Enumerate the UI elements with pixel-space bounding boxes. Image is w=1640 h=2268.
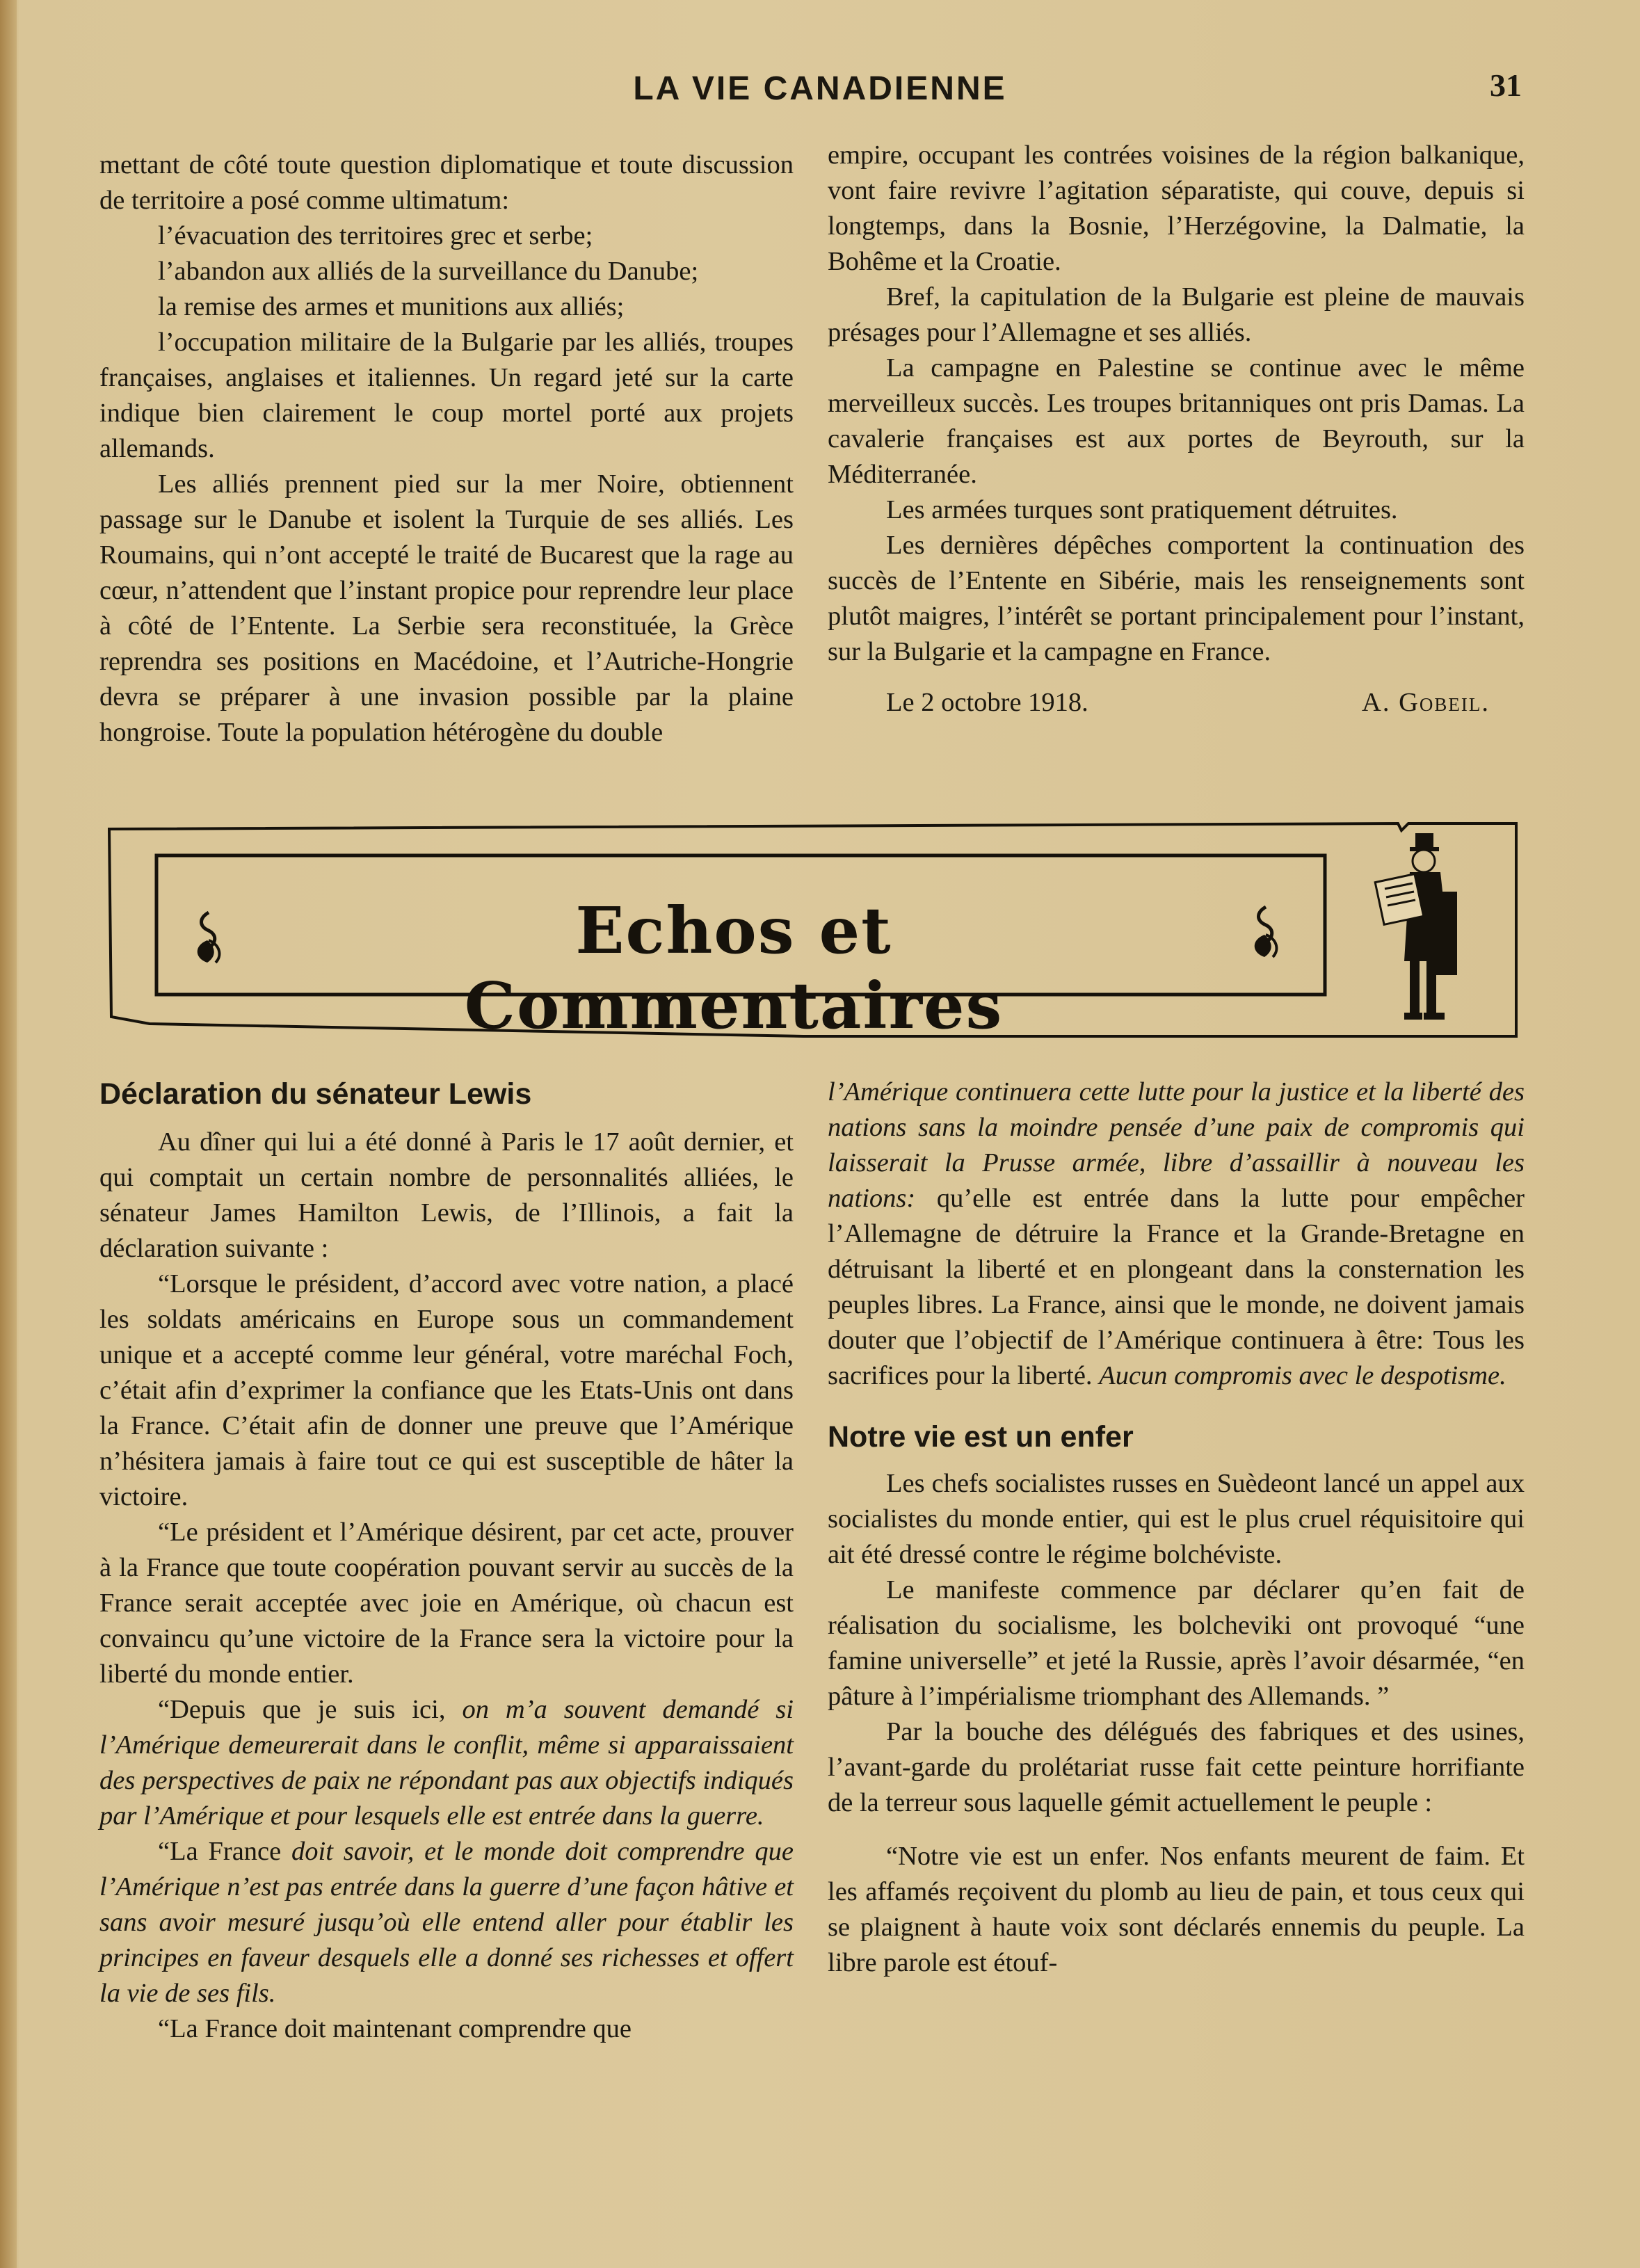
page-number: 31 [1490,67,1522,103]
paragraph [828,1075,1525,1394]
paragraph: Bref, la capitulation de la Bulgarie est pleine de mauvais présages pour l’Allemagne et ses alliés. [828,282,1525,347]
paragraph: mettant de côté toute question diplomatique et toute discussion de territoire a posé comme ultimatum: [99,150,794,215]
italic-text-run: l’Amérique continuera cette lutte pour la justice et la liberté des nations sans la moindre pensée d’une paix de compromis qui laisserait la Prusse armée, libre d’assaillir à nouveau les nations: [828,1077,1525,1213]
paragraph: Les dernières dépêches comportent la continuation des succès de l’Entente en Sibérie, mais les renseignements sont plutôt maigres, l’intérêt se portant principalement pour l’instant, sur la Bulgarie et la campagne en France. [828,531,1525,666]
paragraph: Les alliés prennent pied sur la mer Noire, obtiennent passage sur le Danube et isolent la Turquie de ses alliés. Les Roumains, qui n’ont accepté le traité de Bucarest que la rage au cœur, n’attendent que l’instant propice pour reprendre leur place à côté de l’Entente. La Serbie sera reconstituée, la Grèce reprendra ses positions en Macédoine, et l’Autriche-Hongrie devra se préparer à une invasion possible par la plaine hongroise. Toute la population hétérogène du double [99,469,794,747]
section-heading: Déclaration du sénateur Lewis [99,1077,532,1111]
text-run: “Depuis que je suis ici, [158,1695,463,1724]
article-signature [828,685,1525,721]
section-right-column [828,1075,1525,1981]
article-top-left-column [99,147,794,750]
text-run: qu’elle est entrée dans la lutte pour empêcher l’Allemagne de détruire la France et la Grande-Bretagne en détruisant la liberté et en plongeant dans la consternation les peuples libres. La France, ainsi que le monde, ne doivent jamais douter que l’objectif de l’Amérique continuera à être: Tous les sacrifices pour la liberté. [828,1184,1525,1390]
paragraph: “Le président et l’Amérique désirent, par cet acte, prouver à la France que toute coopération pouvant servir au succès de la France serait acceptée avec joie en Amérique, où chacun est convaincu qu’une victoire de la France sera la victoire pour la liberté du monde entier. [99,1518,794,1689]
newspaper-reader-illustration [1375,833,1457,1020]
section-lewis-column [99,1075,794,2047]
paragraph [99,1692,794,1834]
banner-title: Echos et Commentaires [464,893,1004,1043]
paragraph: Les armées turques sont pratiquement détruites. [886,495,1398,524]
paragraph: Les chefs socialistes russes en Suèdeont lancé un appel aux socialistes du monde entier, qui est le plus cruel réquisitoire qui ait été dressé contre le régime bolchéviste. [828,1469,1525,1569]
paragraph: Par la bouche des délégués des fabriques et des usines, l’avant-garde du prolétariat russe fait cette peinture horrifiante de la terreur sous laquelle gémit actuellement le peuple : [828,1717,1525,1817]
paragraph: Au dîner qui lui a été donné à Paris le 17 août dernier, et qui comptait un certain nombre de personnalités alliées, le sénateur James Hamilton Lewis, de l’Illinois, a fait la déclaration suivante : [99,1127,794,1263]
paragraph: l’abandon aux alliés de la surveillance du Danube; [158,257,699,286]
italic-text-run: Aucun compromis avec le despotisme. [1099,1361,1506,1390]
text-run: “La France [158,1837,292,1866]
fleuron-right-icon [1255,907,1277,957]
paragraph: La campagne en Palestine se continue avec le même merveilleux succès. Les troupes britanniques ont pris Damas. La cavalerie françaises est aux portes de Beyrouth, sur la Méditerranée. [828,353,1525,489]
article-top-right-column [828,138,1525,721]
paragraph: l’occupation militaire de la Bulgarie par les alliés, troupes françaises, anglaises et italiennes. Un regard jeté sur la carte indique bien clairement le coup mortel porté aux projets allemands. [99,328,794,463]
italic-text-run: doit savoir, et le monde doit comprendre que l’Amérique n’est pas entrée dans la guerre d’une façon hâtive et sans avoir mesuré jusqu’où elle entend aller pour établir les principes en faveur desquels elle a donné ses richesses et offert la vie de ses fils. [99,1837,794,2008]
italic-text-run: on m’a souvent demandé si l’Amérique demeurerait dans le conflit, même si apparaissaient des perspectives de paix ne répondant pas aux objectifs indiqués par l’Amérique et pour lesquels elle est entrée dans la guerre. [99,1695,794,1831]
paragraph: Le manifeste commence par déclarer qu’en fait de réalisation du socialisme, les bolcheviki ont provoqué “une famine universelle” et jeté la Russie, après l’avoir désarmée, “en pâture à l’impérialisme triomphant des Allemands. ” [828,1575,1525,1711]
fleuron-left-icon [198,912,220,963]
binding-gutter [0,0,17,2268]
paragraph: “Lorsque le président, d’accord avec votre nation, a placé les soldats américains en Europe sous un commandement unique et a accepté comme leur général, votre maréchal Foch, c’était afin d’exprimer la confiance que les Etats-Unis ont dans la France. C’était afin de donner une preuve que l’Amérique n’hésitera jamais à faire tout ce qui est susceptible de hâter la victoire. [99,1269,794,1511]
article-date: Le 2 octobre 1918. [886,688,1088,717]
page-header [0,67,1640,118]
paragraph [99,1834,794,2011]
section-heading: Notre vie est un enfer [828,1420,1134,1454]
paragraph: empire, occupant les contrées voisines de la région balkanique, vont faire revivre l’agitation séparatiste, qui couve, depuis si longtemps, dans la Bosnie, l’Herzégovine, la Dalmatie, la Bohême et la Croatie. [828,140,1525,276]
paragraph: l’évacuation des territoires grec et serbe; [158,221,593,250]
paragraph: “Notre vie est un enfer. Nos enfants meurent de faim. Et les affamés reçoivent du plomb au lieu de pain, et tous ceux qui se plaignent à haute voix sont déclarés ennemis du peuple. La libre parole est étouf- [828,1842,1525,1977]
paragraph: “La France doit maintenant comprendre que [158,2014,632,2043]
paragraph: la remise des armes et munitions aux alliés; [158,292,625,321]
section-banner [108,815,1520,1045]
article-author: A. Gobeil. [1362,688,1490,717]
running-title: LA VIE CANADIENNE [633,70,1007,107]
